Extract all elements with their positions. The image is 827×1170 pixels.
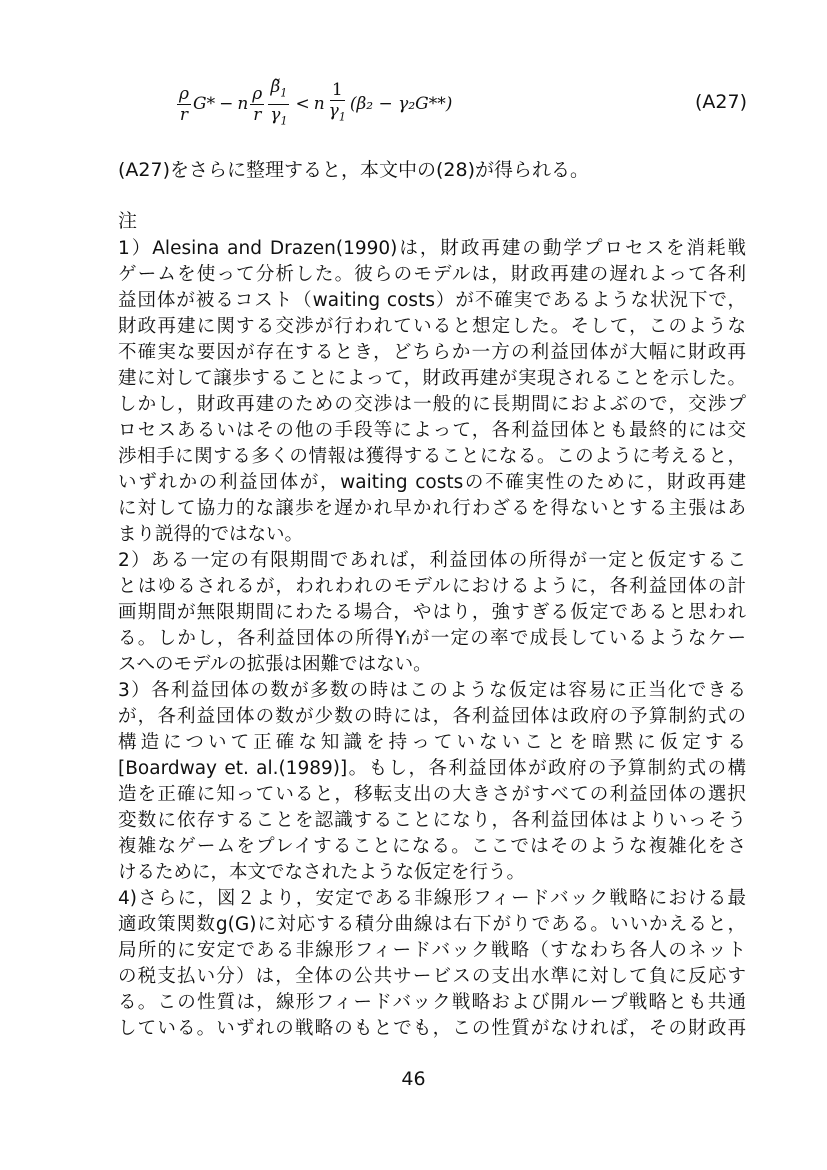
equation-note: (A27)をさらに整理すると，本文中の(28)が得られる。: [118, 159, 590, 181]
text-line: 4)さらに，図２より，安定である非線形フィードバック戦略における最: [118, 888, 746, 909]
page-number: 46: [401, 1068, 426, 1090]
text-line: スへのモデルの拡張は困難ではない。: [118, 654, 432, 675]
text-line: している。いずれの戦略のもとでも，この性質がなければ，その財政再: [118, 1018, 746, 1039]
text-line: 建に対して譲歩することによって，財政再建が実現されることを示した。: [118, 368, 746, 389]
text-line: 変数に依存することを認識することになり，各利益団体はよりいっそう: [118, 810, 746, 831]
text-line: ゲームを使って分析した。彼らのモデルは，財政再建の遅れよって各利: [118, 264, 746, 285]
equation-label: (A27): [695, 91, 747, 113]
text-line: に対して協力的な譲歩を遅かれ早かれ行わざるを得ないとする主張はあ: [118, 498, 746, 519]
text-line: が，各利益団体の数が少数の時には，各利益団体は政府の予算制約式の: [118, 706, 746, 727]
fraction-rho-over-r: $\frac{\rho}{r}$: [179, 83, 189, 125]
text-line: とはゆるされるが，われわれのモデルにおけるように，各利益団体の計: [118, 576, 746, 597]
text-line: 局所的に安定である非線形フィードバック戦略（すなわち各人のネット: [118, 940, 746, 961]
text-line: いずれかの利益団体が，waiting costsの不確実性のために，財政再建: [118, 472, 746, 493]
text-line: [Boardway et. al.(1989)]。もし，各利益団体が政府の予算制約式の構: [118, 758, 746, 779]
text-line: 造を正確に知っていると，移転支出の大きさがすべての利益団体の選択: [118, 784, 746, 805]
text-line: 財政再建に関する交渉が行われていると想定した。そして，このような: [118, 316, 746, 337]
equation-a27: [175, 78, 747, 130]
text-line: る。この性質は，線形フィードバック戦略および開ループ戦略とも共通: [118, 992, 746, 1013]
text-line: けるために，本文でなされたような仮定を行う。: [118, 862, 526, 883]
text-line: 適政策関数g(G)に対応する積分曲線は右下がりである。いいかえると，: [118, 914, 746, 935]
fraction-beta-over-gamma: $\frac{\betã_1}{\gamma_1}$: [270, 77, 288, 127]
text-line: 構造について正確な知識を持っていないことを暗黙に仮定する: [118, 732, 746, 753]
text-line: まり説得的ではない。: [118, 524, 304, 545]
text-line: 画期間が無限期間にわたる場合，やはり，強すぎる仮定であると思われ: [118, 602, 746, 623]
fraction-rho-over-r-2: $\frac{\rho}{r}$: [252, 83, 263, 125]
fraction-one-over-gamma: $\frac{1}{\gamma_1}$: [328, 80, 346, 124]
text-line: 2）ある一定の有限期間であれば，利益団体の所得が一定と仮定するこ: [118, 550, 746, 571]
text-line: 渉相手に関する多くの情報は獲得することになる。このように考えると，: [118, 446, 746, 467]
text-line: 1）Alesina and Drazen(1990)は，財政再建の動学プロセスを消耗戦: [118, 238, 746, 259]
notes-heading: 注: [118, 210, 138, 232]
text-line: の税支払い分）は，全体の公共サービスの支出水準に対して負に反応す: [118, 966, 746, 987]
text-line: しかし，財政再建のための交渉は一般的に長期間におよぶので，交渉プ: [118, 394, 746, 415]
equation-body: $\frac{\rho}{r}$ G* − n $\frac{\rho}{r}$ $\frac{\betã_1}{\gamma_1}$ < n $\frac{1}{\gamma_1}$ (β₂ − γ₂G**): [175, 78, 452, 130]
text-line: 不確実な要因が存在するとき，どちらか一方の利益団体が大幅に財政再: [118, 342, 746, 363]
text-line: る。しかし，各利益団体の所得Yᵢが一定の率で成長しているようなケー: [118, 628, 746, 649]
text-line: 3）各利益団体の数が多数の時はこのような仮定は容易に正当化できる: [118, 680, 746, 701]
text-line: 益団体が被るコスト（waiting costs）が不確実であるような状況下で，: [118, 290, 746, 311]
text-line: ロセスあるいはその他の手段等によって，各利益団体とも最終的には交: [118, 420, 746, 441]
text-line: 複雑なゲームをプレイすることになる。ここではそのような複雑化をさ: [118, 836, 746, 857]
